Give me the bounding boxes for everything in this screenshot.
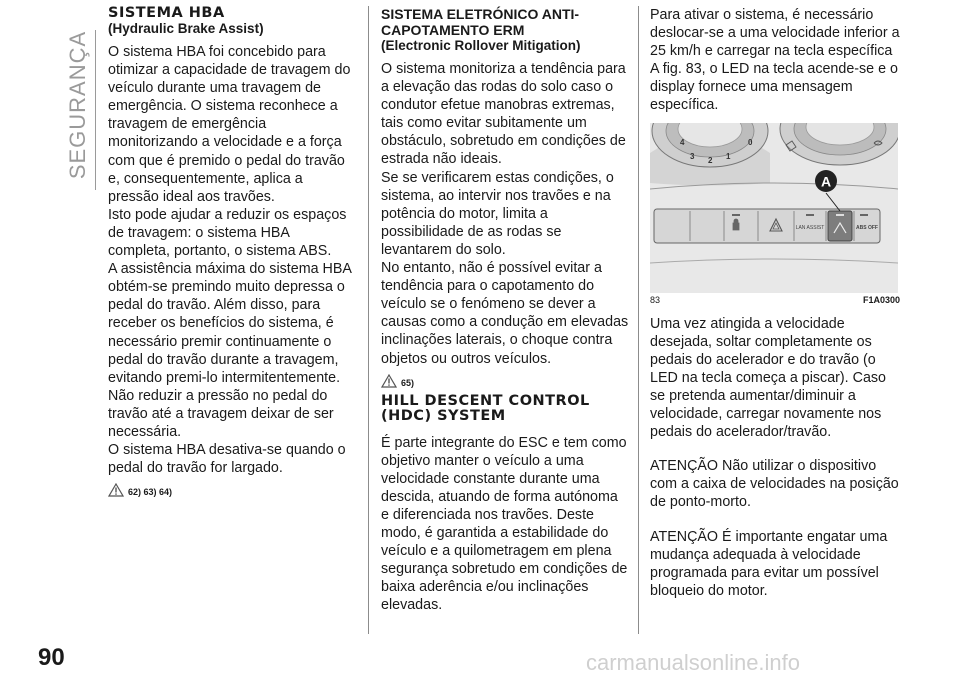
body-hdc	[381, 434, 629, 615]
body-hba	[108, 43, 353, 477]
column-divider-1	[368, 6, 369, 634]
section-label: SEGURANÇA	[65, 30, 90, 180]
column-hdc-continued	[650, 6, 900, 600]
figure-number: 83	[650, 294, 661, 305]
figure-83	[650, 123, 898, 293]
watermark: carmanualsonline.info	[586, 650, 801, 675]
warning-ref-numbers: 62) 63) 64)	[128, 487, 173, 498]
lane-assist-label: LAN ASSIST	[795, 224, 825, 231]
lock-icon	[733, 219, 739, 230]
heading-hba: SISTEMA HBA	[108, 5, 225, 21]
subheading-erm: (Electronic Rollover Mitigation)	[381, 38, 581, 53]
paragraph: O sistema HBA foi concebido para otimizar a capacidade de travagem do veículo durante uma travagem de emergência. O sistema reconhece a travagem de emergência monitorizando a velocidade e a força com que é premido o pedal do travão e, consequentemente, aplica a pressão ideal aos travões.	[108, 44, 351, 205]
figure-caption	[650, 295, 900, 305]
warning-icon	[381, 374, 397, 388]
dial-number: 2	[708, 155, 713, 165]
paragraph: No entanto, não é possível evitar a tendência para o capotamento do veículo se o fenómeno se dever a causas como a condução em elevadas inclinações laterais, o choque contra objetos ou outros veículos.	[381, 260, 629, 367]
note-gear: ATENÇÃO É importante engatar uma mudança adequada à velocidade programada para evitar um possível bloqueio do motor.	[650, 528, 888, 599]
page-number: 90	[38, 644, 65, 671]
paragraph: Uma vez atingida a velocidade desejada, soltar completamente os pedais do acelerador e do travão (o LED na tecla começa a piscar). Caso se pretenda aumentar/diminuir a velocidade, carregar novamente nos pedais do acelerador/travão.	[650, 315, 887, 441]
body-erm	[381, 60, 629, 368]
column-divider-2	[638, 6, 639, 634]
note-neutral: ATENÇÃO Não utilizar o dispositivo com a caixa de velocidades na posição de ponto-morto.	[650, 458, 899, 511]
callout-a-label: A	[820, 173, 832, 190]
paragraph: Isto pode ajudar a reduzir os espaços de travagem: o sistema HBA completa, portanto, o sistema ABS.	[108, 206, 347, 260]
dashboard-illustration	[650, 123, 898, 293]
column-hba	[108, 6, 353, 497]
warning-refs-hba	[108, 483, 353, 497]
paragraph: Para ativar o sistema, é necessário deslocar-se a uma velocidade inferior a 25 km/h e carregar na tecla específica A fig. 83, o LED na tecla acende-se e o display fornece uma mensagem específica.	[650, 7, 900, 114]
figure-code: F1A0300	[862, 294, 900, 305]
abs-off-label: ABS OFF	[856, 224, 878, 231]
heading-erm: SISTEMA ELETRÓNICO ANTI-CAPOTAMENTO ERM	[381, 6, 580, 38]
dial-number: 0	[748, 137, 753, 147]
paragraph: A assistência máxima do sistema HBA obtém-se premindo muito depressa o pedal do travão. Além disso, para receber os benefícios do sistema, é necessário premir continuamente o pedal do travão durante a travagem, evitando premi-lo intermitentemente.	[108, 261, 352, 386]
section-tab	[58, 30, 96, 178]
warning-icon	[108, 483, 124, 497]
subheading-hba: (Hydraulic Brake Assist)	[108, 21, 264, 36]
section-label-wrap	[58, 30, 98, 180]
section-tab-line	[95, 30, 96, 190]
dial-number: 1	[726, 151, 731, 161]
paragraph: Não reduzir a pressão no pedal do travão até a travagem deixar de ser necessária.	[108, 387, 334, 440]
warning-refs-erm	[381, 374, 629, 388]
warning-ref-numbers: 65)	[401, 377, 415, 388]
paragraph: Se se verificarem estas condições, o sistema, ao intervir nos travões e na potência do motor, limita a possibilidade de as rodas se levantarem do solo.	[381, 169, 614, 258]
dial-number: 4	[680, 137, 685, 147]
paragraph: O sistema HBA desativa-se quando o pedal do travão for largado.	[108, 442, 346, 477]
dial-number: 3	[690, 151, 695, 161]
paragraph: É parte integrante do ESC e tem como objetivo manter o veículo a uma velocidade constante durante uma descida, atuando de forma autónoma e diferenciada nos travões. Deste modo, é garantida a estabilidade do veículo e a quilometragem em plena segurança sobretudo em condições de baixa aderência e/ou inclinações elevadas.	[381, 434, 628, 614]
heading-hdc: HILL DESCENT CONTROL (HDC) SYSTEM	[381, 392, 590, 424]
column-erm	[381, 6, 629, 615]
paragraph: O sistema monitoriza a tendência para a elevação das rodas do solo caso o condutor efetue manobras extremas, tais como evitar subitamente um obstáculo, sobretudo em condições de estrada não ideais.	[381, 61, 626, 168]
